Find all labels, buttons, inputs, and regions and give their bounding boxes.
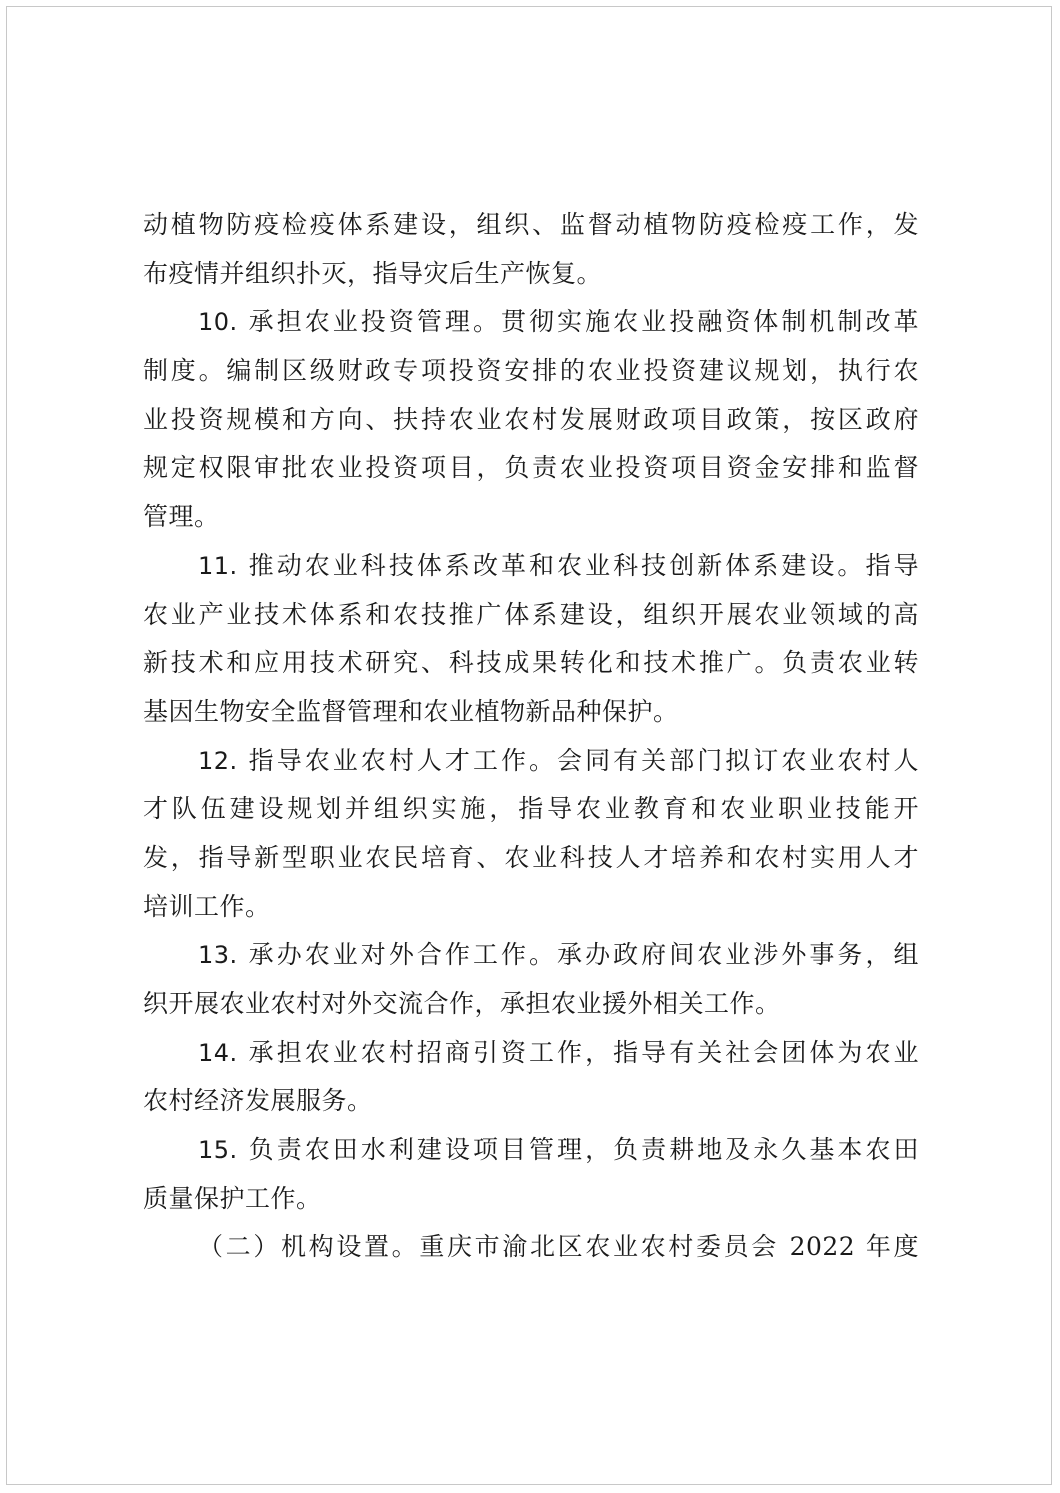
section-text: 重庆市渝北区农业农村委员会 2022 年度 [419,1232,919,1262]
item-text: 承办农业对外合作工作。承办政府间农业涉外事务，组 [248,940,919,970]
text-line: 基因生物安全监督管理和农业植物新品种保护。 [143,696,679,726]
item-number: 14. [198,1038,238,1067]
text-line: 才队伍建设规划并组织实施，指导农业教育和农业职业技能开 [143,794,919,824]
text-line: 管理。 [143,502,220,532]
text-line: 织开展农业农村对外交流合作，承担农业援外相关工作。 [143,989,781,1018]
item-text: 负责农田水利建设项目管理，负责耕地及永久基本农田 [248,1135,919,1165]
text-line: 培训工作。 [143,891,271,921]
text-line: 农村经济发展服务。 [143,1086,373,1116]
item-text: 推动农业科技体系改革和农业科技创新体系建设。指导 [248,550,919,580]
text-line: 质量保护工作。 [143,1183,322,1213]
text-line: 规定权限审批农业投资项目，负责农业投资项目资金安排和监督 [143,453,919,483]
text-line: 业投资规模和方向、扶持农业农村发展财政项目政策，按区政府 [143,404,919,434]
item-number: 15. [198,1136,238,1165]
item-number: 10. [198,308,238,337]
text-line: 农业产业技术体系和农技推广体系建设，组织开展农业领域的高 [143,599,919,629]
section-heading: （二）机构设置。 [198,1232,420,1262]
item-text: 指导农业农村人才工作。会同有关部门拟订农业农村人 [248,745,919,775]
list-item-14-first-line [143,1029,919,1078]
text-line: 制度。编制区级财政专项投资安排的农业投资建议规划，执行农 [143,356,919,386]
item-number: 11. [198,551,238,580]
list-item-10-first-line [143,298,919,347]
document-body [143,201,919,1272]
item-text: 承担农业投资管理。贯彻实施农业投融资体制机制改革 [248,307,919,337]
list-item-13-first-line [143,931,919,980]
list-item-12-first-line [143,737,919,786]
item-number: 13. [198,941,238,970]
list-item-11-first-line [143,542,919,591]
list-item-15-first-line [143,1126,919,1175]
text-line: 动植物防疫检疫体系建设，组织、监督动植物防疫检疫工作，发 [143,210,919,239]
section-heading-line [143,1223,919,1272]
item-text: 承担农业农村招商引资工作，指导有关社会团体为农业 [248,1037,919,1067]
text-line: 新技术和应用技术研究、科技成果转化和技术推广。负责农业转 [143,648,919,678]
text-line: 发，指导新型职业农民培育、农业科技人才培养和农村实用人才 [143,842,919,872]
text-line: 布疫情并组织扑灭，指导灾后生产恢复。 [143,258,603,288]
item-number: 12. [198,746,238,775]
